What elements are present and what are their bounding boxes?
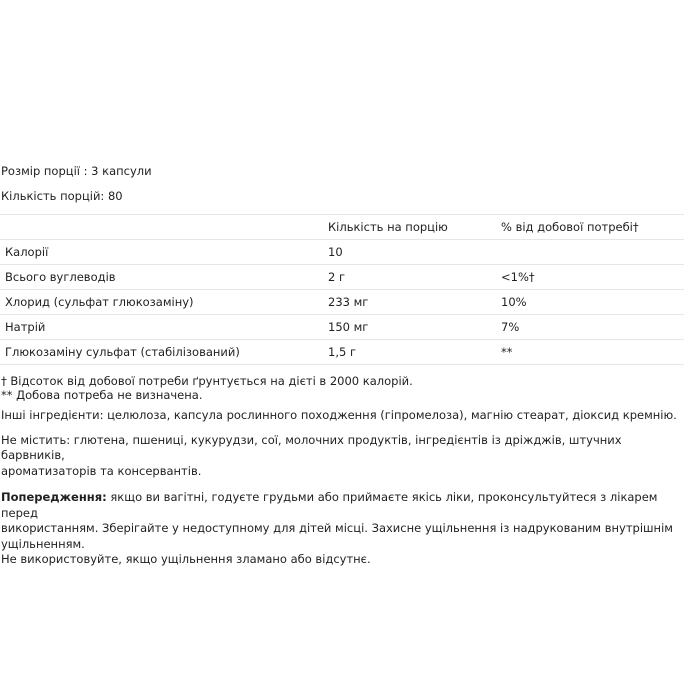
serving-size: Розмір порції : 3 капсули	[1, 164, 152, 178]
nutrient-amount: 233 мг	[323, 290, 496, 315]
table-header-row	[0, 215, 684, 240]
nutrient-name: Калорії	[0, 240, 323, 265]
footnote-daily-value: † Відсоток від добової потреби ґрунтується на дієті в 2000 калорій.	[1, 374, 413, 388]
header-nutrient	[0, 215, 323, 240]
nutrient-name: Всього вуглеводів	[0, 265, 323, 290]
table-row	[0, 340, 684, 365]
header-daily-value: % від добової потребі†	[496, 215, 684, 240]
warning-line: Не використовуйте, якщо ущільнення зламано або відсутнє.	[1, 552, 371, 566]
nutrient-amount: 2 г	[323, 265, 496, 290]
table-row	[0, 240, 684, 265]
warning-statement	[0, 490, 688, 568]
warning-text: якщо ви вагітні, годуєте грудьми або приймаєте якісь ліки, проконсультуйтеся з лікарем перед	[1, 490, 658, 520]
nutrient-daily-value: **	[496, 340, 684, 365]
nutrient-name: Глюкозаміну сульфат (стабілізований)	[0, 340, 323, 365]
nutrition-table	[0, 214, 684, 365]
supplement-facts	[0, 160, 688, 568]
nutrient-amount: 150 мг	[323, 315, 496, 340]
warning-label: Попередження:	[1, 490, 107, 504]
nutrient-name: Хлорид (сульфат глюкозаміну)	[0, 290, 323, 315]
free-from-line: ароматизаторів та консервантів.	[1, 463, 202, 478]
header-amount-per-serving: Кількість на порцію	[323, 215, 496, 240]
other-ingredients-text: Інші інгредієнти: целюлоза, капсула рослинного походження (гіпромелоза), магнію стеарат, діоксид кремнію.	[1, 408, 677, 422]
servings-count: Кількість порцій: 80	[1, 189, 123, 203]
warning-line: використанням. Зберігайте у недоступному для дітей місці. Захисне ущільнення із надрукованим внутрішнім ущільненням.	[1, 521, 673, 551]
nutrient-daily-value: 10%	[496, 290, 684, 315]
table-row	[0, 290, 684, 315]
free-from-statement	[0, 433, 688, 480]
table-row	[0, 265, 684, 290]
nutrient-amount: 10	[323, 240, 496, 265]
nutrient-amount: 1,5 г	[323, 340, 496, 365]
nutrient-daily-value	[496, 240, 684, 265]
footnotes	[0, 374, 688, 402]
nutrient-daily-value: <1%†	[496, 265, 684, 290]
nutrient-daily-value: 7%	[496, 315, 684, 340]
other-ingredients	[0, 408, 688, 424]
nutrient-name: Натрій	[0, 315, 323, 340]
free-from-line: Не містить: глютена, пшениці, кукурудзи, сої, молочних продуктів, інгредієнтів із дріжджів, штучних барвників,	[1, 432, 622, 462]
table-row	[0, 315, 684, 340]
warning-line	[0, 490, 688, 521]
footnote-not-established: ** Добова потреба не визначена.	[1, 388, 203, 402]
